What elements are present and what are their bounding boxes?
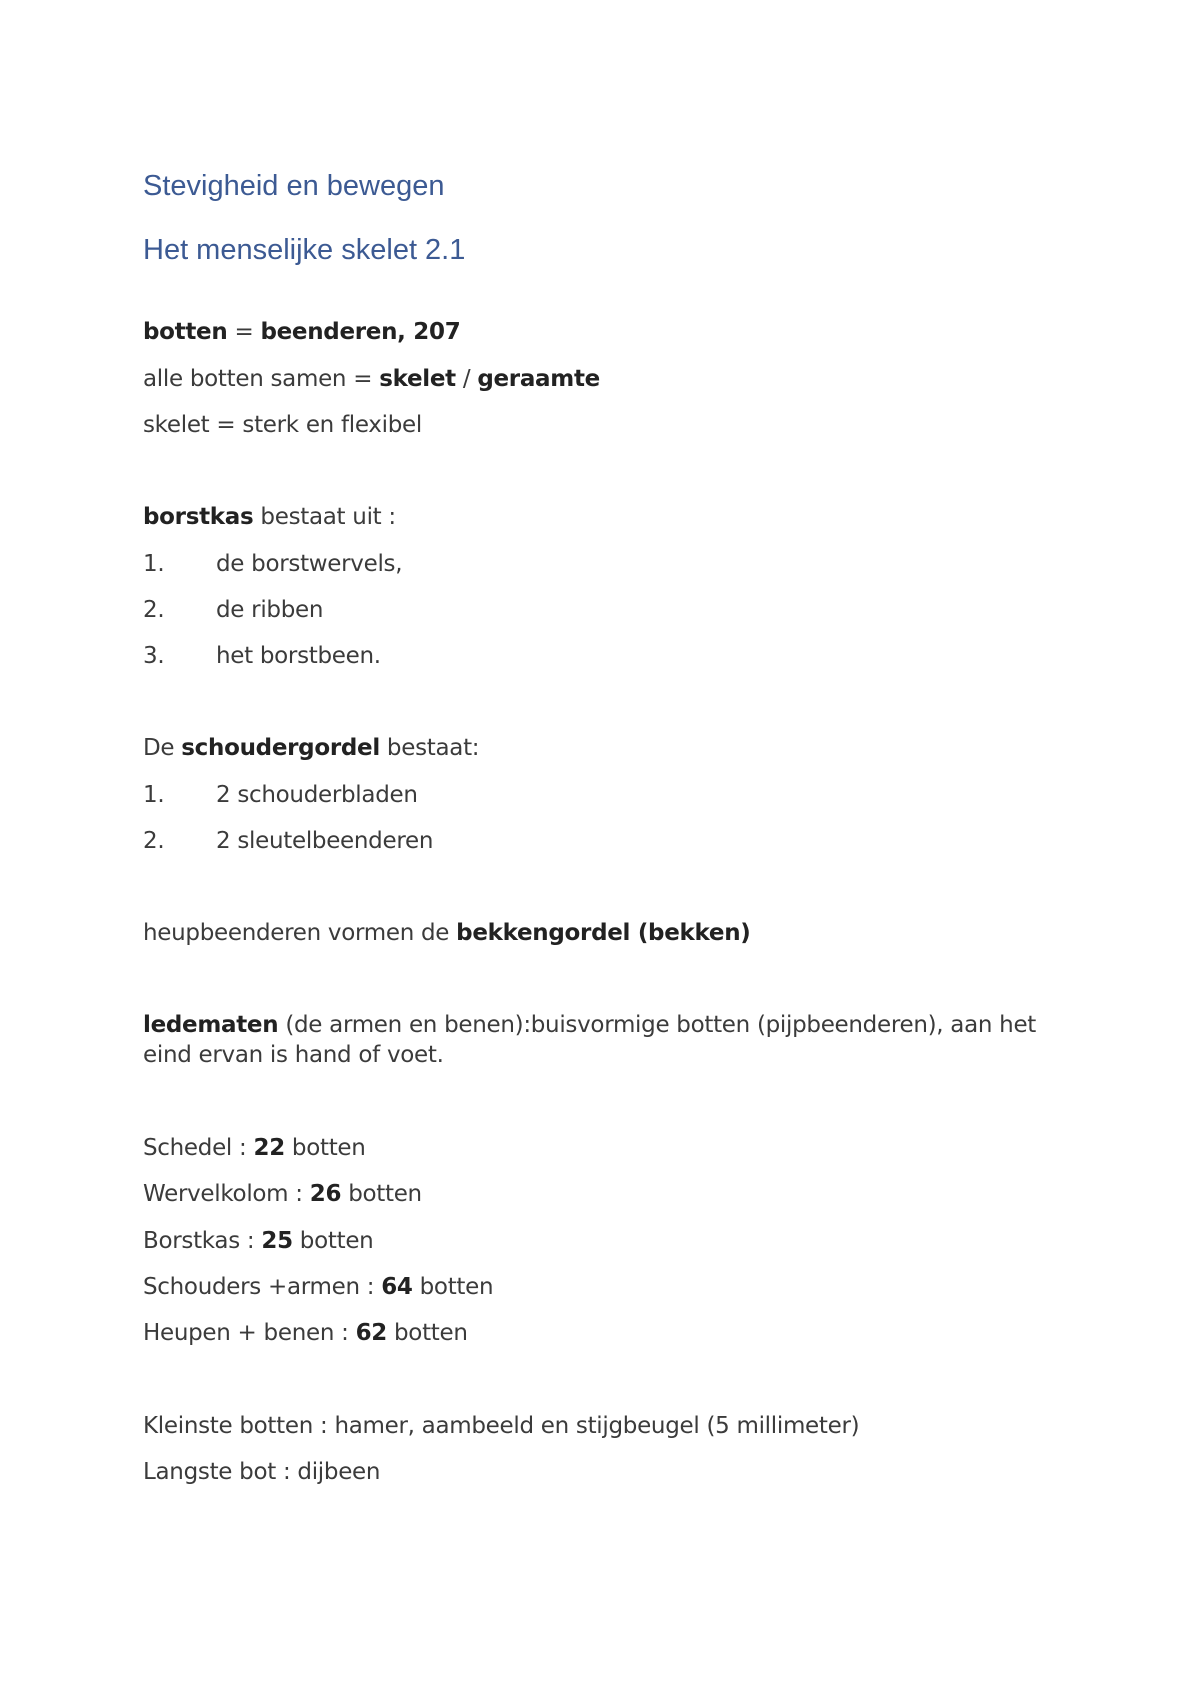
schoudergordel-heading: De schoudergordel bestaat: <box>143 735 480 761</box>
count-row: Heupen + benen : 62 botten <box>143 1320 468 1346</box>
intro-line-properties: skelet = sterk en flexibel <box>143 412 422 438</box>
document-subtitle: Het menselijke skelet 2.1 <box>143 234 466 266</box>
term-skelet: skelet <box>379 366 456 392</box>
ledematen-paragraph: ledematen (de armen en benen):buisvormige botten (pijpbeenderen), aan het eind ervan is hand of voet. <box>143 1012 1037 1068</box>
fact-longest-bone: Langste bot : dijbeen <box>143 1459 381 1485</box>
list-item: 2. de ribben <box>143 597 324 623</box>
bekkengordel-line: heupbeenderen vormen de bekkengordel (bekken) <box>143 920 751 946</box>
term-schoudergordel: schoudergordel <box>181 735 380 761</box>
fact-smallest-bones: Kleinste botten : hamer, aambeeld en stijgbeugel (5 millimeter) <box>143 1413 860 1439</box>
list-item: 2. 2 sleutelbeenderen <box>143 828 434 854</box>
term-ledematen: ledematen <box>143 1012 279 1038</box>
intro-line-skeleton: alle botten samen = skelet / geraamte <box>143 366 600 392</box>
document-title: Stevigheid en bewegen <box>143 170 445 202</box>
term-beenderen: beenderen, 207 <box>260 319 461 345</box>
list-item: 1. de borstwervels, <box>143 551 403 577</box>
term-geraamte: geraamte <box>477 366 600 392</box>
term-botten: botten <box>143 319 228 345</box>
count-row: Borstkas : 25 botten <box>143 1228 374 1254</box>
count-row: Schouders +armen : 64 botten <box>143 1274 494 1300</box>
term-bekkengordel: bekkengordel (bekken) <box>456 920 751 946</box>
count-row: Wervelkolom : 26 botten <box>143 1181 422 1207</box>
list-item: 3. het borstbeen. <box>143 643 381 669</box>
list-item: 1. 2 schouderbladen <box>143 782 418 808</box>
term-borstkas: borstkas <box>143 504 254 530</box>
borstkas-heading: borstkas bestaat uit : <box>143 504 396 530</box>
intro-line-bones: botten = beenderen, 207 <box>143 319 461 345</box>
count-row: Schedel : 22 botten <box>143 1135 366 1161</box>
